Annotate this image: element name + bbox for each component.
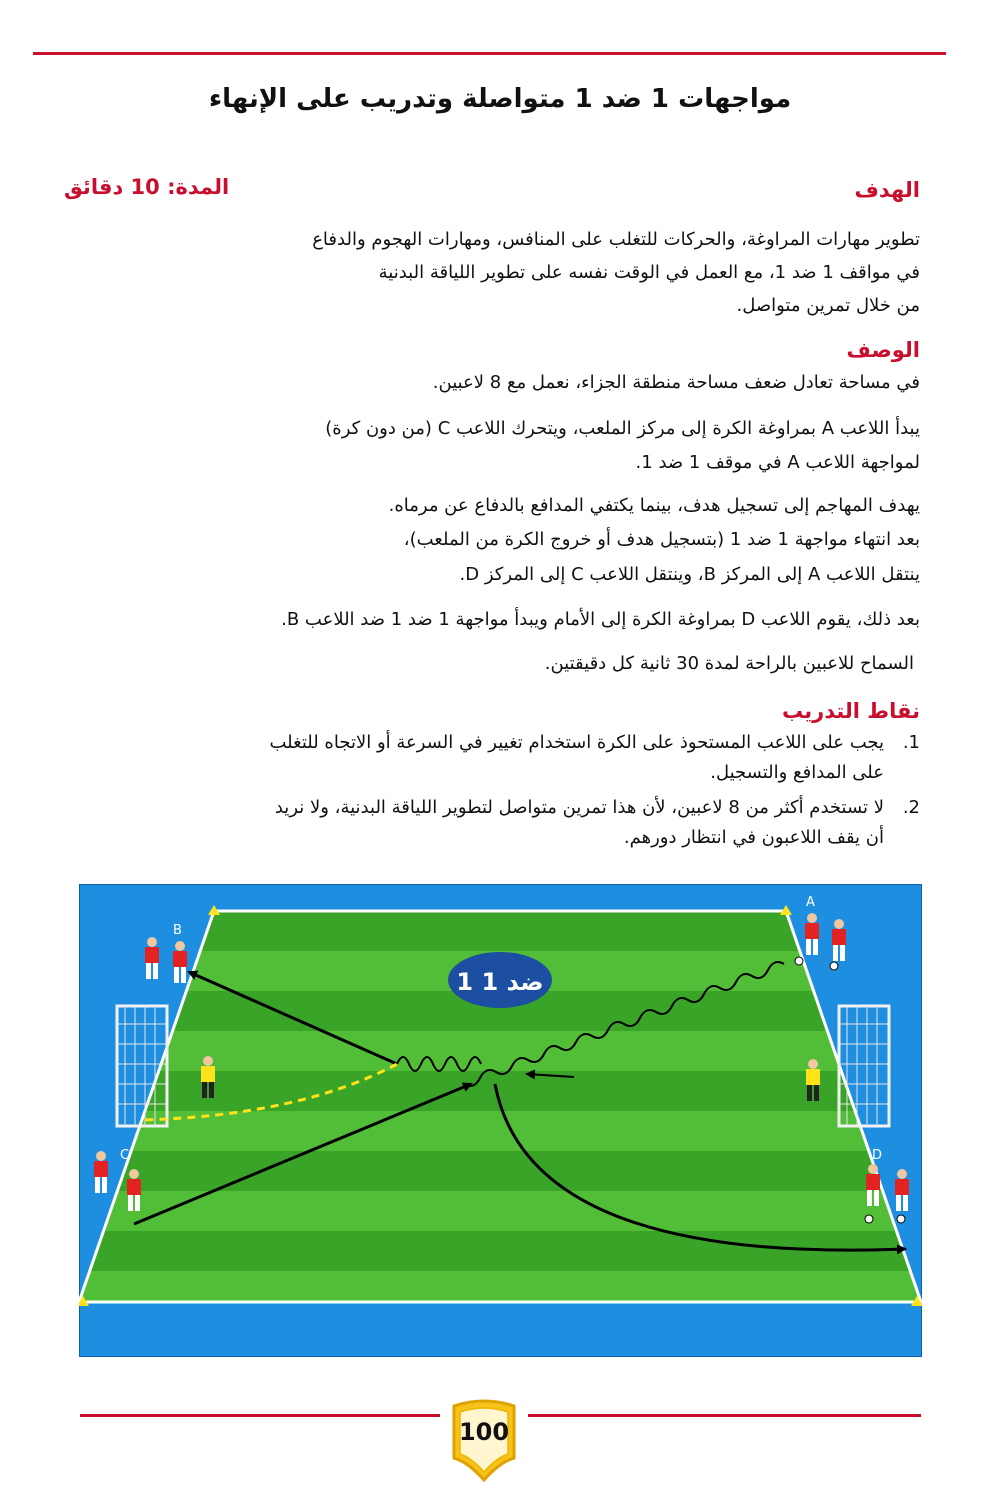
player-label-d: D bbox=[872, 1148, 883, 1163]
description-paragraph-3-line: بعد انتهاء مواجهة 1 ضد 1 (بتسجيل هدف أو خروج الكرة من الملعب)، bbox=[403, 529, 920, 550]
objective-line: في مواقف 1 ضد 1، مع العمل في الوقت نفسه على تطوير اللياقة البدنية bbox=[378, 262, 920, 283]
drill-diagram bbox=[79, 884, 922, 1357]
bottom-rule-right bbox=[528, 1414, 921, 1417]
top-rule bbox=[33, 52, 946, 55]
objective-line: تطوير مهارات المراوغة، والحركات للتغلب على المنافس، ومهارات الهجوم والدفاع bbox=[312, 229, 920, 250]
description-paragraph-2-line: يبدأ اللاعب A بمراوغة الكرة إلى مركز الملعب، ويتحرك اللاعب C (من دون كرة) bbox=[325, 418, 920, 439]
description-paragraph-3-line: ينتقل اللاعب A إلى المركز B، وينتقل اللاعب C إلى المركز D. bbox=[459, 564, 920, 585]
coaching-point-text: يجب على اللاعب المستحوذ على الكرة استخدام تغيير في السرعة أو الاتجاه للتغلب على المدافع والتسجيل. bbox=[269, 732, 884, 783]
coaching-point-item bbox=[260, 793, 920, 853]
coaching-point-text: لا تستخدم أكثر من 8 لاعبين، لأن هذا تمرين متواصل لتطوير اللياقة البدنية، ولا نريد أن يقف اللاعبون في انتظار دورهم. bbox=[274, 797, 884, 848]
coaching-point-item bbox=[260, 728, 920, 788]
description-paragraph-2-line: لمواجهة اللاعب A في موقف 1 ضد 1. bbox=[635, 452, 920, 473]
duration-label: المدة: 10 دقائق bbox=[64, 175, 230, 199]
player-label-b: B bbox=[173, 923, 182, 938]
page-number: 100 bbox=[458, 1418, 510, 1446]
objective-line: من خلال تمرين متواصل. bbox=[736, 295, 920, 316]
description-paragraph-4: بعد ذلك، يقوم اللاعب D بمراوغة الكرة إلى الأمام ويبدأ مواجهة 1 ضد 1 ضد اللاعب B. bbox=[281, 609, 920, 630]
description-paragraph-1: في مساحة تعادل ضعف مساحة منطقة الجزاء، نعمل مع 8 لاعبين. bbox=[432, 372, 920, 393]
drill-badge-label: 1 ضد 1 bbox=[456, 968, 544, 996]
coaching-points-list bbox=[260, 728, 920, 858]
coaching-point-number: 1. bbox=[902, 732, 920, 753]
page-title: مواجهات 1 ضد 1 متواصلة وتدريب على الإنهاء bbox=[208, 84, 792, 114]
description-paragraph-3-line: يهدف المهاجم إلى تسجيل هدف، بينما يكتفي المدافع بالدفاع عن مرماه. bbox=[388, 495, 920, 516]
bottom-rule-left bbox=[80, 1414, 440, 1417]
coaching-point-number: 2. bbox=[902, 797, 920, 818]
objective-heading: الهدف bbox=[854, 178, 920, 202]
player-label-a: A bbox=[806, 895, 815, 910]
description-heading: الوصف bbox=[846, 338, 920, 362]
coaching-points-heading: نقاط التدريب bbox=[782, 699, 920, 723]
description-paragraph-5: السماح للاعبين بالراحة لمدة 30 ثانية كل دقيقتين. bbox=[544, 653, 914, 674]
player-label-c: C bbox=[120, 1148, 130, 1163]
